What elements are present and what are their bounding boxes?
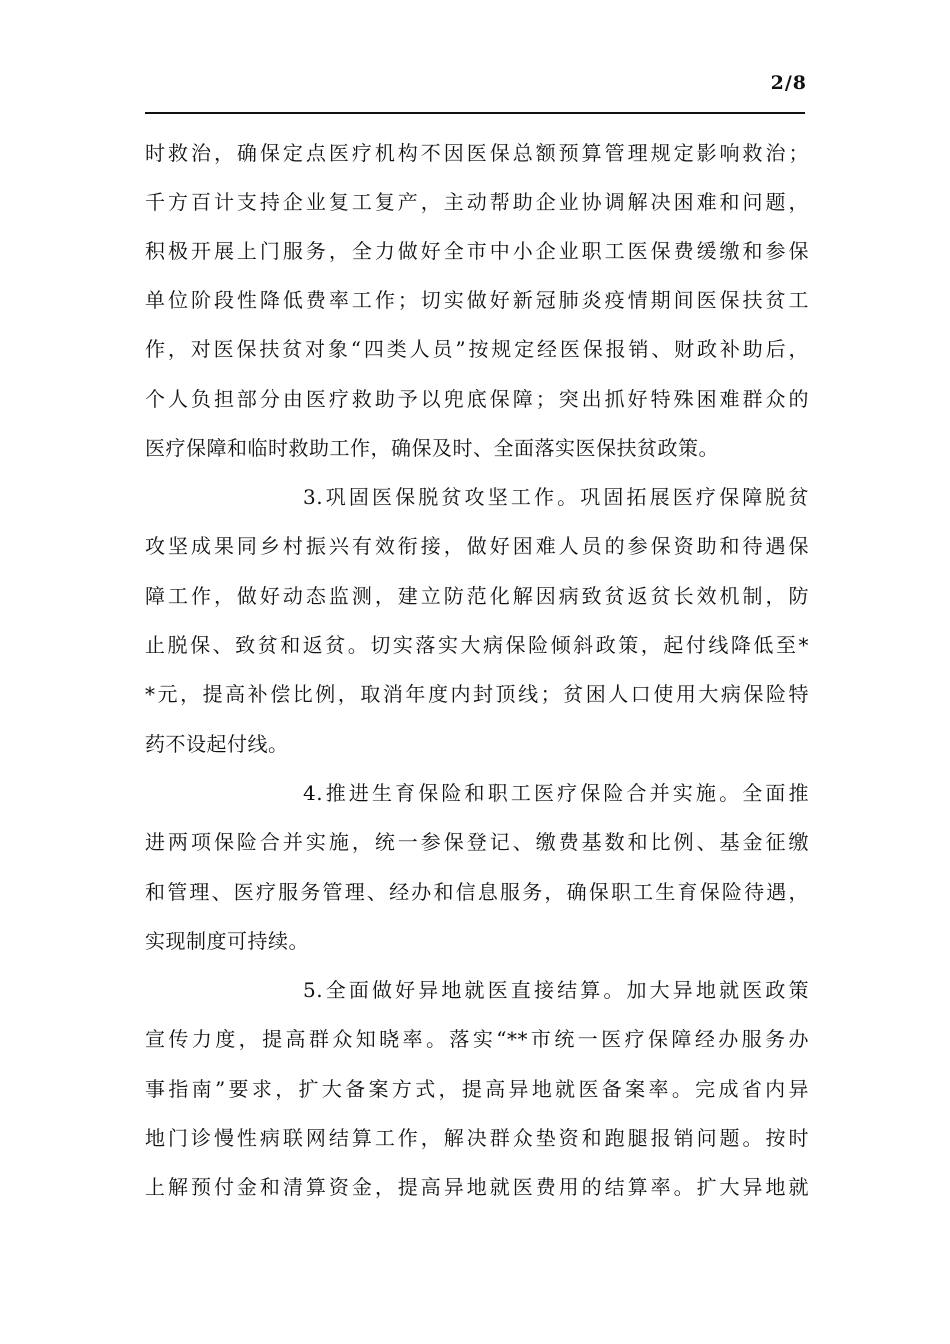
body-line: 和管理、医疗服务管理、经办和信息服务，确保职工生育保险待遇， (145, 880, 809, 904)
header-rule (145, 112, 805, 114)
body-line: 宣传力度，提高群众知晓率。落实“**市统一医疗保障经办服务办 (145, 1027, 809, 1051)
page-number: 2/8 (770, 72, 807, 94)
paragraph-heading-4: 4.推进生育保险和职工医疗保险合并实施。全面推 (303, 781, 809, 805)
body-line: 单位阶段性降低费率工作；切实做好新冠肺炎疫情期间医保扶贫工 (145, 288, 809, 312)
body-line: *元，提高补偿比例，取消年度内封顶线；贫困人口使用大病保险特 (145, 682, 809, 706)
body-line: 事指南”要求，扩大备案方式，提高异地就医备案率。完成省内异 (145, 1077, 809, 1101)
body-line: 进两项保险合并实施，统一参保登记、缴费基数和比例、基金征缴 (145, 830, 809, 854)
body-line: 止脱保、致贫和返贫。切实落实大病保险倾斜政策，起付线降低至* (145, 633, 809, 657)
body-line: 药不设起付线。 (145, 732, 289, 756)
body-line: 医疗保障和临时救助工作，确保及时、全面落实医保扶贫政策。 (145, 436, 719, 460)
body-line: 时救治，确保定点医疗机构不因医保总额预算管理规定影响救治； (145, 141, 809, 165)
paragraph-heading-3: 3.巩固医保脱贫攻坚工作。巩固拓展医疗保障脱贫 (303, 485, 809, 509)
body-line: 千方百计支持企业复工复产，主动帮助企业协调解决困难和问题， (145, 190, 809, 214)
paragraph-heading-5: 5.全面做好异地就医直接结算。加大异地就医政策 (303, 978, 809, 1002)
body-line: 上解预付金和清算资金，提高异地就医费用的结算率。扩大异地就 (145, 1175, 809, 1199)
body-line: 实现制度可持续。 (145, 929, 309, 953)
body-line: 地门诊慢性病联网结算工作，解决群众垫资和跑腿报销问题。按时 (145, 1126, 809, 1150)
body-line: 攻坚成果同乡村振兴有效衔接，做好困难人员的参保资助和待遇保 (145, 534, 809, 558)
body-line: 个人负担部分由医疗救助予以兜底保障；突出抓好特殊困难群众的 (145, 387, 809, 411)
body-line: 积极开展上门服务，全力做好全市中小企业职工医保费缓缴和参保 (145, 239, 809, 263)
body-line: 障工作，做好动态监测，建立防范化解因病致贫返贫长效机制，防 (145, 584, 809, 608)
body-line: 作，对医保扶贫对象“四类人员”按规定经医保报销、财政补助后， (145, 337, 809, 361)
